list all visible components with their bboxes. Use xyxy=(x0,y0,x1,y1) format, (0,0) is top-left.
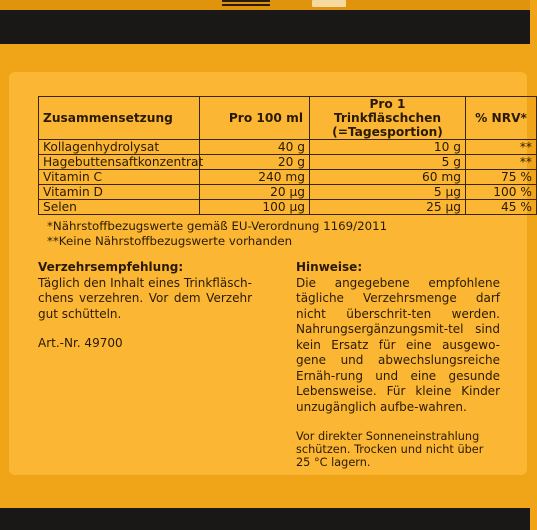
notes-heading: Hinweise: xyxy=(296,260,363,274)
table-cell: 60 mg xyxy=(310,170,466,185)
column-header: % NRV* xyxy=(466,97,537,140)
recommendation-heading: Verzehrsempfehlung: xyxy=(38,260,184,274)
footnote: *Nährstoffbezugswerte gemäß EU-Verordnung 1169/2011 xyxy=(47,219,388,233)
packaging-mark xyxy=(222,0,270,7)
article-number: Art.-Nr. 49700 xyxy=(38,336,123,350)
table-cell: 25 µg xyxy=(310,200,466,215)
column-header: Zusammensetzung xyxy=(39,97,200,140)
table-cell: 100 % xyxy=(466,185,537,200)
footnote: **Keine Nährstoffbezugswerte vorhanden xyxy=(47,234,293,248)
table-cell: 75 % xyxy=(466,170,537,185)
table-cell: 100 µg xyxy=(200,200,310,215)
table-cell: Hagebuttensaftkonzentrat xyxy=(39,155,200,170)
notes-text: Die angegebene empfohlene tägliche Verzehrsmenge darf nicht überschrit-ten werden. Nahrungsergänzungsmit-tel sind kein Ersatz für eine ausgewo-gene und abwechslungsreiche Ernäh-rung und eine gesunde Lebensweise. Für kleine Kinder unzugänglich aufbe-wahren. xyxy=(296,275,500,414)
recommendation-block xyxy=(38,260,252,352)
table-row xyxy=(39,185,537,200)
column-header: Pro 100 ml xyxy=(200,97,310,140)
table-row xyxy=(39,170,537,185)
packaging-mark xyxy=(312,0,346,7)
column-header-line: Pro 1 Trinkfläschchen (=Tagesportion) xyxy=(332,97,443,139)
table-cell: 20 µg xyxy=(200,185,310,200)
table-cell: 40 g xyxy=(200,140,310,155)
table-header-row xyxy=(39,97,537,140)
table-row xyxy=(39,155,537,170)
composition-table xyxy=(38,96,537,215)
table-cell: Vitamin C xyxy=(39,170,200,185)
storage-note: Vor direkter Sonneneinstrahlung schützen. Trocken und nicht über 25 °C lagern. xyxy=(296,430,484,469)
recommendation-text: Täglich den Inhalt eines Trinkfläsch-chens verzehren. Vor dem Verzehr gut schütteln. xyxy=(38,275,252,321)
table-cell: 20 g xyxy=(200,155,310,170)
table-row xyxy=(39,140,537,155)
bottom-band xyxy=(0,508,530,530)
table-cell: 240 mg xyxy=(200,170,310,185)
table-cell: ** xyxy=(466,155,537,170)
notes-block xyxy=(296,260,500,469)
table-row xyxy=(39,200,537,215)
table-cell: Vitamin D xyxy=(39,185,200,200)
table-cell: 5 µg xyxy=(310,185,466,200)
table-cell: 5 g xyxy=(310,155,466,170)
table-cell: ** xyxy=(466,140,537,155)
table-cell: 10 g xyxy=(310,140,466,155)
column-header xyxy=(310,97,466,140)
table-cell: Kollagenhydrolysat xyxy=(39,140,200,155)
table-cell: 45 % xyxy=(466,200,537,215)
table-cell: Selen xyxy=(39,200,200,215)
top-band xyxy=(0,0,530,44)
